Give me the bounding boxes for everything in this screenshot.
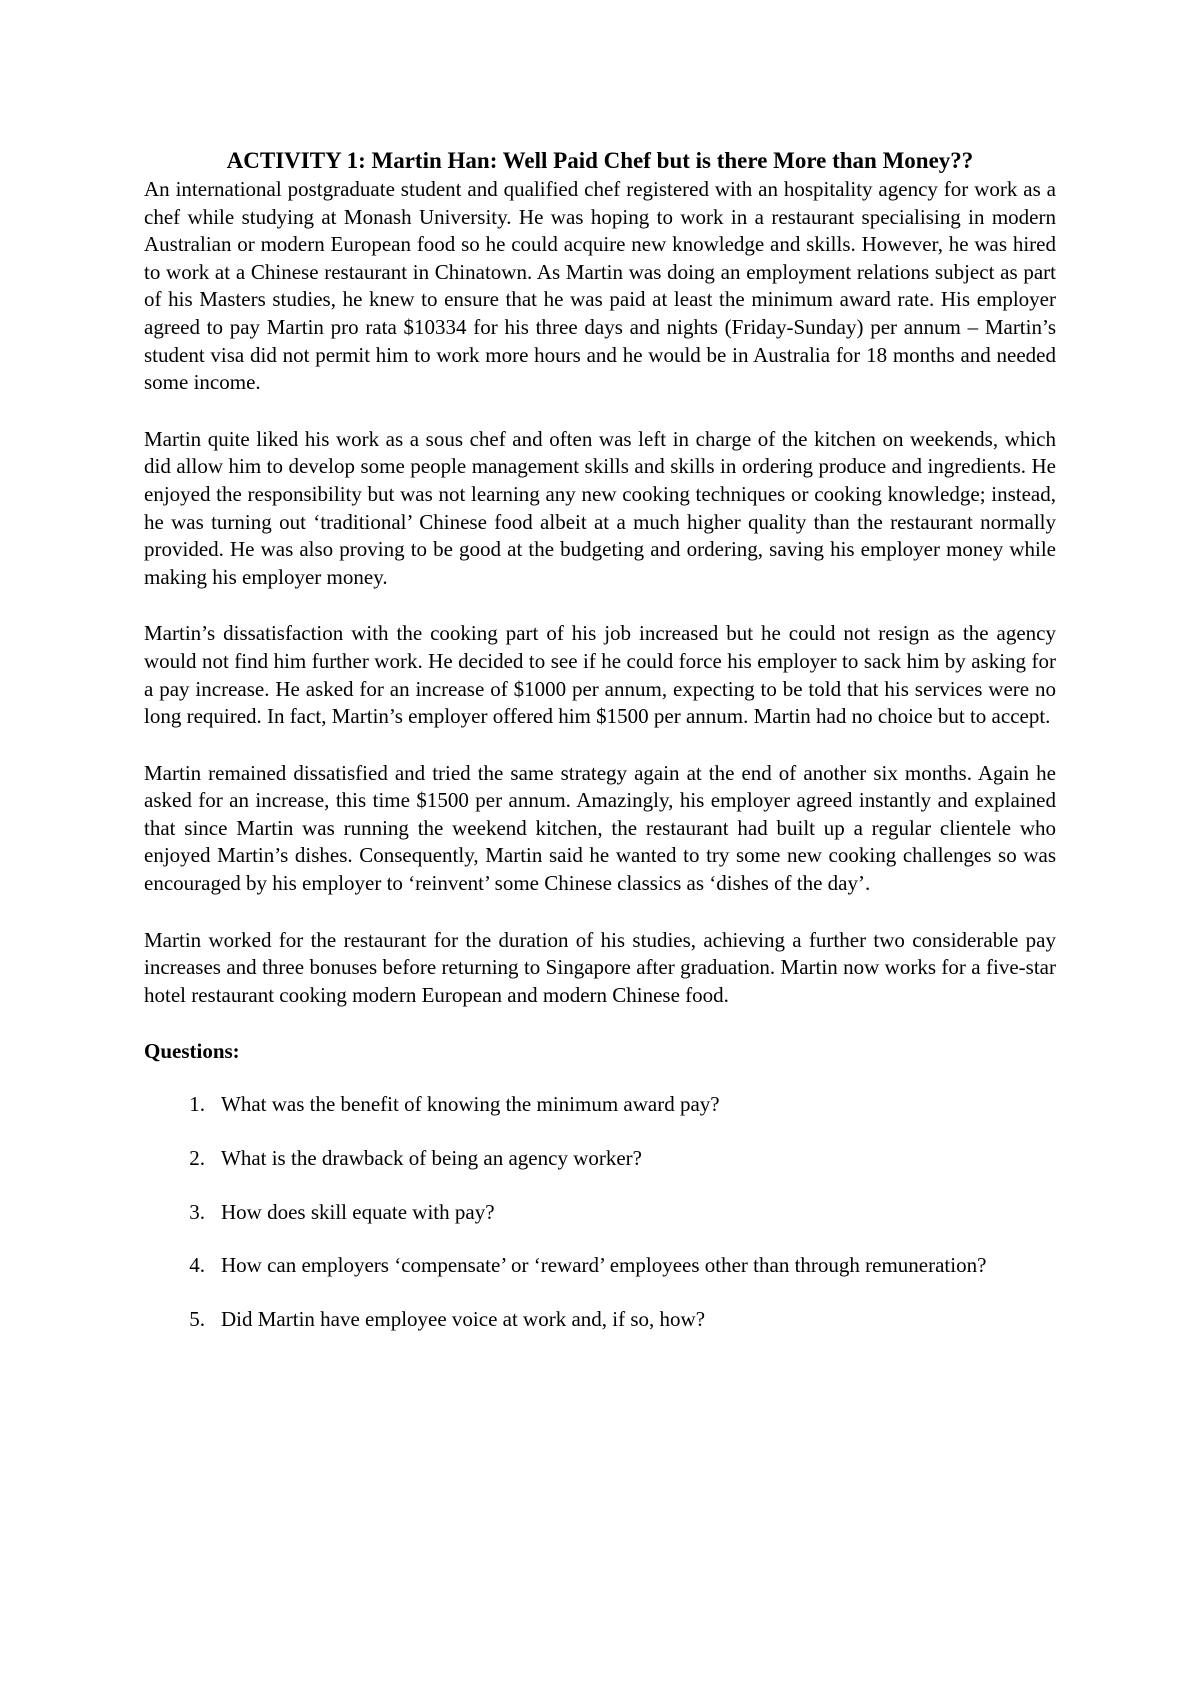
document-title: ACTIVITY 1: Martin Han: Well Paid Chef but is there More than Money?? [226,148,974,173]
paragraph-dissatisfaction: Martin’s dissatisfaction with the cooking part of his job increased but he could not resign as the agency would not find him further work. He decided to see if he could force his employer to sack him by asking for a pay increase. He asked for an increase of $1000 per annum, expecting to be told that his services were no long required. In fact, Martin’s employer offered him $1500 per annum. Martin had no choice but to accept. [144,621,1056,729]
paragraph-intro: An international postgraduate student and qualified chef registered with an hospitality agency for work as a chef while studying at Monash University. He was hoping to work in a restaurant specialising in modern Australian or modern European food so he could acquire new knowledge and skills. However, he was hired to work at a Chinese restaurant in Chinatown. As Martin was doing an employment relations subject as part of his Masters studies, he knew to ensure that he was paid at least the minimum award rate. His employer agreed to pay Martin pro rata $10334 for his three days and nights (Friday-Sunday) per annum – Martin’s student visa did not permit him to work more hours and he would be in Australia for 18 months and needed some income. [144,177,1056,395]
question-number: 2. [189,1146,205,1171]
question-number: 5. [189,1306,205,1331]
question-text: How can employers ‘compensate’ or ‘reward’ employees other than through remuneration? [221,1253,987,1278]
paragraph-outcome: Martin worked for the restaurant for the duration of his studies, achieving a further two considerable pay increases and three bonuses before returning to Singapore after graduation. Martin now works for a five-star hotel restaurant cooking modern European and modern Chinese food. [144,927,1056,1007]
question-text: What is the drawback of being an agency worker? [221,1146,642,1171]
question-text: What was the benefit of knowing the minimum award pay? [221,1092,720,1117]
question-item [144,1145,1056,1173]
questions-list [144,1091,1056,1333]
paragraph-sous-chef: Martin quite liked his work as a sous chef and often was left in charge of the kitchen on weekends, which did allow him to develop some people management skills and skills in ordering produce and ingredients. He enjoyed the responsibility but was not learning any new cooking techniques or cooking knowledge; instead, he was turning out ‘traditional’ Chinese food albeit at a much higher quality than the restaurant normally provided. He was also proving to be good at the budgeting and ordering, saving his employer money while making his employer money. [144,426,1056,589]
question-number: 3. [189,1199,205,1224]
question-item [144,1306,1056,1334]
paragraph-strategy: Martin remained dissatisfied and tried the same strategy again at the end of another six months. Again he asked for an increase, this time $1500 per annum. Amazingly, his employer agreed instantly and explained that since Martin was running the weekend kitchen, the restaurant had built up a regular clientele who enjoyed Martin’s dishes. Consequently, Martin said he wanted to try some new cooking challenges so was encouraged by his employer to ‘reinvent’ some Chinese classics as ‘dishes of the day’. [144,760,1056,896]
question-item [144,1199,1056,1227]
question-number: 4. [189,1253,205,1278]
document-page [144,146,1056,1359]
questions-heading: Questions: [144,1039,240,1064]
question-text: Did Martin have employee voice at work and, if so, how? [221,1306,706,1331]
question-item [144,1252,1056,1280]
question-text: How does skill equate with pay? [221,1199,495,1224]
question-item [144,1091,1056,1119]
question-number: 1. [189,1092,205,1117]
